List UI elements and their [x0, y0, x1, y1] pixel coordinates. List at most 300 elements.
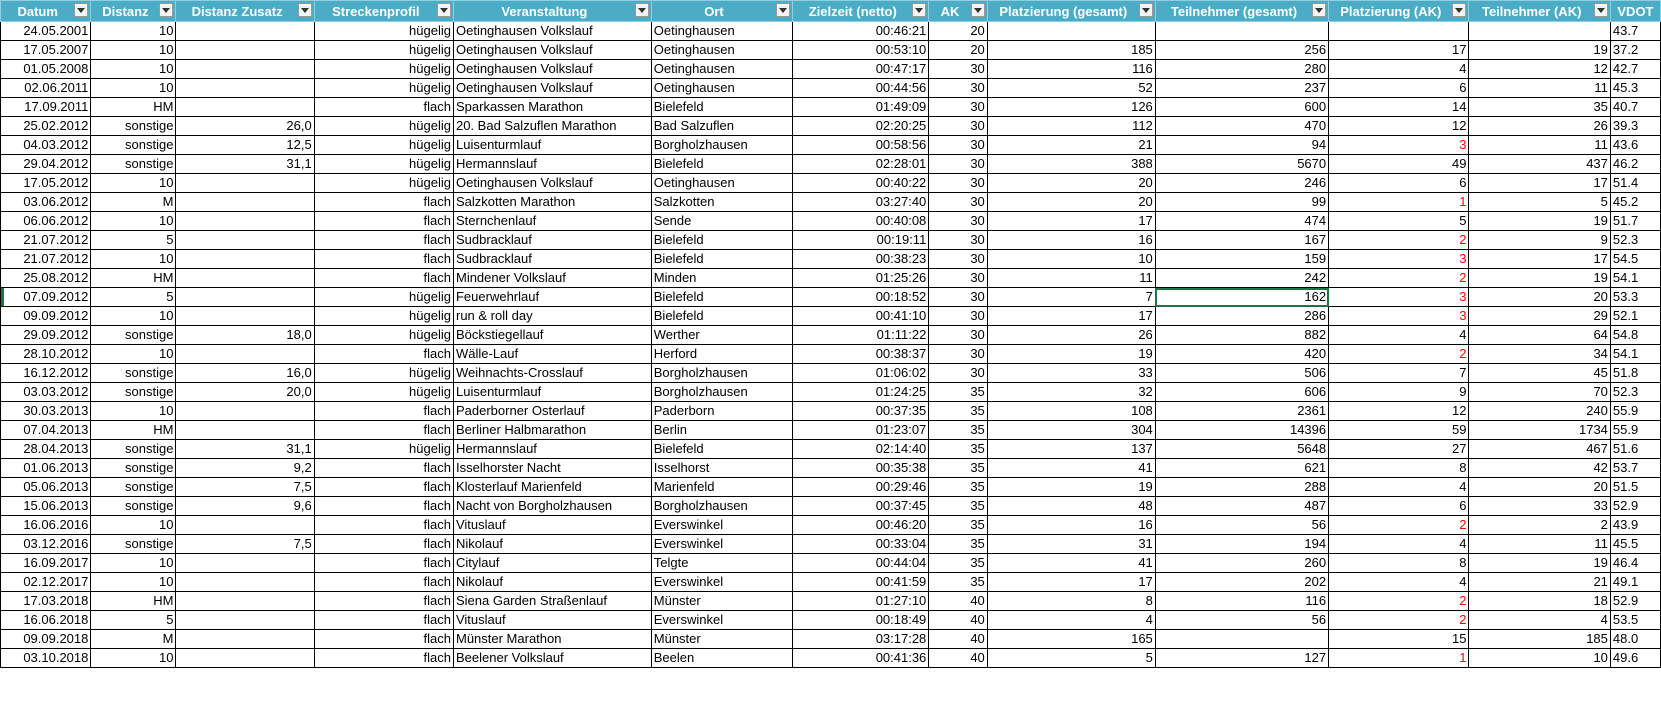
cell-veranstaltung[interactable]: Oetinghausen Volkslauf	[453, 60, 651, 79]
cell-zeit[interactable]: 01:27:10	[793, 592, 929, 611]
cell-ak[interactable]: 30	[929, 364, 987, 383]
cell-tn_ak[interactable]: 45	[1469, 364, 1610, 383]
cell-profil[interactable]: hügelig	[314, 383, 453, 402]
cell-zusatz[interactable]	[176, 174, 314, 193]
cell-veranstaltung[interactable]: Nikolauf	[453, 573, 651, 592]
cell-tn_ak[interactable]: 35	[1469, 98, 1610, 117]
cell-tn_g[interactable]: 99	[1155, 193, 1328, 212]
cell-profil[interactable]: flach	[314, 231, 453, 250]
column-header-datum[interactable]	[1, 1, 91, 22]
cell-tn_g[interactable]: 94	[1155, 136, 1328, 155]
cell-vdot[interactable]: 48.0	[1610, 630, 1660, 649]
cell-vdot[interactable]: 51.6	[1610, 440, 1660, 459]
cell-ak[interactable]: 30	[929, 212, 987, 231]
cell-platz_ak[interactable]: 2	[1329, 231, 1469, 250]
cell-ak[interactable]: 35	[929, 497, 987, 516]
cell-ak[interactable]: 40	[929, 611, 987, 630]
cell-veranstaltung[interactable]: Weihnachts-Crosslauf	[453, 364, 651, 383]
cell-datum[interactable]: 16.06.2018	[1, 611, 91, 630]
cell-zeit[interactable]: 00:41:10	[793, 307, 929, 326]
cell-datum[interactable]: 02.12.2017	[1, 573, 91, 592]
cell-ak[interactable]: 35	[929, 516, 987, 535]
cell-tn_ak[interactable]: 11	[1469, 136, 1610, 155]
cell-veranstaltung[interactable]: Hermannslauf	[453, 440, 651, 459]
column-header-distanz[interactable]	[91, 1, 176, 22]
cell-tn_ak[interactable]: 64	[1469, 326, 1610, 345]
cell-veranstaltung[interactable]: Oetinghausen Volkslauf	[453, 22, 651, 41]
cell-platz_ak[interactable]: 4	[1329, 535, 1469, 554]
cell-vdot[interactable]: 52.9	[1610, 592, 1660, 611]
cell-zeit[interactable]: 00:47:17	[793, 60, 929, 79]
cell-vdot[interactable]: 51.7	[1610, 212, 1660, 231]
cell-platz_g[interactable]: 32	[987, 383, 1155, 402]
cell-datum[interactable]: 21.07.2012	[1, 250, 91, 269]
cell-ort[interactable]: Borgholzhausen	[651, 497, 792, 516]
cell-platz_ak[interactable]: 3	[1329, 288, 1469, 307]
cell-platz_g[interactable]: 304	[987, 421, 1155, 440]
cell-veranstaltung[interactable]: 20. Bad Salzuflen Marathon	[453, 117, 651, 136]
cell-tn_g[interactable]	[1155, 630, 1328, 649]
cell-platz_g[interactable]: 112	[987, 117, 1155, 136]
cell-platz_ak[interactable]: 9	[1329, 383, 1469, 402]
cell-vdot[interactable]: 53.3	[1610, 288, 1660, 307]
cell-ak[interactable]: 30	[929, 288, 987, 307]
cell-datum[interactable]: 28.10.2012	[1, 345, 91, 364]
cell-distanz[interactable]: 5	[91, 231, 176, 250]
cell-platz_ak[interactable]: 12	[1329, 402, 1469, 421]
cell-tn_g[interactable]: 5670	[1155, 155, 1328, 174]
cell-veranstaltung[interactable]: Salzkotten Marathon	[453, 193, 651, 212]
cell-platz_ak[interactable]: 4	[1329, 326, 1469, 345]
cell-platz_ak[interactable]: 1	[1329, 193, 1469, 212]
cell-tn_g[interactable]: 286	[1155, 307, 1328, 326]
cell-ort[interactable]: Münster	[651, 592, 792, 611]
cell-platz_ak[interactable]: 15	[1329, 630, 1469, 649]
cell-distanz[interactable]: sonstige	[91, 136, 176, 155]
cell-tn_ak[interactable]: 18	[1469, 592, 1610, 611]
cell-datum[interactable]: 29.09.2012	[1, 326, 91, 345]
cell-platz_g[interactable]: 16	[987, 516, 1155, 535]
cell-platz_g[interactable]: 20	[987, 174, 1155, 193]
cell-platz_g[interactable]: 4	[987, 611, 1155, 630]
cell-profil[interactable]: hügelig	[314, 79, 453, 98]
cell-veranstaltung[interactable]: Siena Garden Straßenlauf	[453, 592, 651, 611]
cell-datum[interactable]: 16.12.2012	[1, 364, 91, 383]
cell-profil[interactable]: flach	[314, 516, 453, 535]
cell-distanz[interactable]: 10	[91, 573, 176, 592]
cell-platz_g[interactable]: 108	[987, 402, 1155, 421]
cell-datum[interactable]: 02.06.2011	[1, 79, 91, 98]
cell-datum[interactable]: 06.06.2012	[1, 212, 91, 231]
cell-ort[interactable]: Salzkotten	[651, 193, 792, 212]
cell-vdot[interactable]: 46.2	[1610, 155, 1660, 174]
cell-platz_g[interactable]: 19	[987, 345, 1155, 364]
cell-platz_g[interactable]: 19	[987, 478, 1155, 497]
cell-veranstaltung[interactable]: Feuerwehrlauf	[453, 288, 651, 307]
cell-datum[interactable]: 17.09.2011	[1, 98, 91, 117]
cell-platz_ak[interactable]: 7	[1329, 364, 1469, 383]
cell-ak[interactable]: 30	[929, 155, 987, 174]
cell-vdot[interactable]: 45.3	[1610, 79, 1660, 98]
cell-veranstaltung[interactable]: Sparkassen Marathon	[453, 98, 651, 117]
cell-tn_ak[interactable]: 240	[1469, 402, 1610, 421]
cell-vdot[interactable]: 53.7	[1610, 459, 1660, 478]
cell-tn_ak[interactable]: 467	[1469, 440, 1610, 459]
cell-zusatz[interactable]: 26,0	[176, 117, 314, 136]
cell-ak[interactable]: 30	[929, 60, 987, 79]
cell-ort[interactable]: Everswinkel	[651, 573, 792, 592]
cell-zusatz[interactable]: 20,0	[176, 383, 314, 402]
filter-dropdown-icon[interactable]	[437, 3, 451, 17]
cell-ort[interactable]: Paderborn	[651, 402, 792, 421]
cell-tn_ak[interactable]: 10	[1469, 649, 1610, 668]
cell-profil[interactable]: flach	[314, 193, 453, 212]
cell-ak[interactable]: 40	[929, 649, 987, 668]
cell-ort[interactable]: Marienfeld	[651, 478, 792, 497]
cell-tn_g[interactable]: 194	[1155, 535, 1328, 554]
cell-profil[interactable]: flach	[314, 497, 453, 516]
filter-dropdown-icon[interactable]	[635, 3, 649, 17]
cell-ort[interactable]: Bielefeld	[651, 250, 792, 269]
cell-distanz[interactable]: sonstige	[91, 155, 176, 174]
cell-platz_g[interactable]: 17	[987, 212, 1155, 231]
cell-ort[interactable]: Sende	[651, 212, 792, 231]
cell-zeit[interactable]: 00:46:20	[793, 516, 929, 535]
cell-distanz[interactable]: HM	[91, 592, 176, 611]
cell-veranstaltung[interactable]: Citylauf	[453, 554, 651, 573]
cell-distanz[interactable]: 10	[91, 60, 176, 79]
cell-profil[interactable]: flach	[314, 554, 453, 573]
cell-platz_g[interactable]: 16	[987, 231, 1155, 250]
cell-zeit[interactable]: 00:29:46	[793, 478, 929, 497]
cell-ak[interactable]: 30	[929, 117, 987, 136]
filter-dropdown-icon[interactable]	[1312, 3, 1326, 17]
cell-tn_ak[interactable]	[1469, 22, 1610, 41]
cell-distanz[interactable]: 10	[91, 79, 176, 98]
cell-zusatz[interactable]	[176, 573, 314, 592]
filter-dropdown-icon[interactable]	[1452, 3, 1466, 17]
cell-distanz[interactable]: HM	[91, 421, 176, 440]
cell-profil[interactable]: flach	[314, 649, 453, 668]
cell-tn_g[interactable]: 280	[1155, 60, 1328, 79]
cell-profil[interactable]: hügelig	[314, 364, 453, 383]
cell-ak[interactable]: 30	[929, 136, 987, 155]
cell-distanz[interactable]: 10	[91, 250, 176, 269]
cell-profil[interactable]: hügelig	[314, 440, 453, 459]
cell-platz_ak[interactable]: 17	[1329, 41, 1469, 60]
cell-profil[interactable]: hügelig	[314, 41, 453, 60]
cell-zeit[interactable]: 01:23:07	[793, 421, 929, 440]
cell-datum[interactable]: 03.03.2012	[1, 383, 91, 402]
cell-platz_g[interactable]: 48	[987, 497, 1155, 516]
cell-zusatz[interactable]	[176, 630, 314, 649]
cell-profil[interactable]: hügelig	[314, 288, 453, 307]
cell-zusatz[interactable]	[176, 554, 314, 573]
cell-ak[interactable]: 30	[929, 326, 987, 345]
cell-tn_ak[interactable]: 19	[1469, 41, 1610, 60]
cell-platz_ak[interactable]: 2	[1329, 269, 1469, 288]
cell-zeit[interactable]: 00:35:38	[793, 459, 929, 478]
cell-veranstaltung[interactable]: Beelener Volkslauf	[453, 649, 651, 668]
cell-zusatz[interactable]	[176, 212, 314, 231]
cell-tn_g[interactable]: 14396	[1155, 421, 1328, 440]
cell-ort[interactable]: Everswinkel	[651, 611, 792, 630]
cell-profil[interactable]: flach	[314, 592, 453, 611]
cell-zeit[interactable]: 00:44:04	[793, 554, 929, 573]
cell-platz_g[interactable]: 21	[987, 136, 1155, 155]
column-header-ort[interactable]	[651, 1, 792, 22]
column-header-profil[interactable]	[314, 1, 453, 22]
cell-platz_g[interactable]: 8	[987, 592, 1155, 611]
cell-zusatz[interactable]: 9,2	[176, 459, 314, 478]
cell-vdot[interactable]: 46.4	[1610, 554, 1660, 573]
cell-distanz[interactable]: sonstige	[91, 364, 176, 383]
cell-profil[interactable]: hügelig	[314, 307, 453, 326]
cell-veranstaltung[interactable]: Luisenturmlauf	[453, 383, 651, 402]
cell-vdot[interactable]: 51.5	[1610, 478, 1660, 497]
cell-vdot[interactable]: 42.7	[1610, 60, 1660, 79]
cell-zusatz[interactable]	[176, 231, 314, 250]
cell-veranstaltung[interactable]: run & roll day	[453, 307, 651, 326]
cell-veranstaltung[interactable]: Sternchenlauf	[453, 212, 651, 231]
cell-ort[interactable]: Oetinghausen	[651, 41, 792, 60]
cell-profil[interactable]: flach	[314, 611, 453, 630]
cell-distanz[interactable]: 10	[91, 345, 176, 364]
cell-platz_ak[interactable]: 6	[1329, 79, 1469, 98]
cell-ak[interactable]: 35	[929, 440, 987, 459]
cell-ak[interactable]: 30	[929, 174, 987, 193]
cell-zusatz[interactable]	[176, 60, 314, 79]
cell-distanz[interactable]: 10	[91, 174, 176, 193]
cell-tn_ak[interactable]: 20	[1469, 288, 1610, 307]
cell-zeit[interactable]: 00:18:49	[793, 611, 929, 630]
cell-zeit[interactable]: 00:46:21	[793, 22, 929, 41]
cell-platz_g[interactable]: 26	[987, 326, 1155, 345]
cell-zeit[interactable]: 00:38:37	[793, 345, 929, 364]
cell-tn_ak[interactable]: 70	[1469, 383, 1610, 402]
cell-zusatz[interactable]	[176, 649, 314, 668]
cell-zusatz[interactable]	[176, 79, 314, 98]
cell-tn_ak[interactable]: 19	[1469, 269, 1610, 288]
cell-tn_g[interactable]: 167	[1155, 231, 1328, 250]
cell-zusatz[interactable]: 16,0	[176, 364, 314, 383]
cell-ort[interactable]: Oetinghausen	[651, 60, 792, 79]
column-header-ak[interactable]	[929, 1, 987, 22]
cell-tn_g[interactable]: 487	[1155, 497, 1328, 516]
cell-platz_g[interactable]: 31	[987, 535, 1155, 554]
cell-platz_g[interactable]: 5	[987, 649, 1155, 668]
cell-veranstaltung[interactable]: Münster Marathon	[453, 630, 651, 649]
cell-platz_g[interactable]: 33	[987, 364, 1155, 383]
cell-distanz[interactable]: sonstige	[91, 440, 176, 459]
cell-zeit[interactable]: 01:49:09	[793, 98, 929, 117]
column-header-zusatz[interactable]	[176, 1, 314, 22]
cell-vdot[interactable]: 54.1	[1610, 345, 1660, 364]
cell-ort[interactable]: Minden	[651, 269, 792, 288]
cell-veranstaltung[interactable]: Sudbracklauf	[453, 250, 651, 269]
cell-datum[interactable]: 30.03.2013	[1, 402, 91, 421]
cell-profil[interactable]: hügelig	[314, 136, 453, 155]
cell-distanz[interactable]: 10	[91, 22, 176, 41]
cell-distanz[interactable]: HM	[91, 98, 176, 117]
cell-tn_g[interactable]: 606	[1155, 383, 1328, 402]
cell-datum[interactable]: 25.02.2012	[1, 117, 91, 136]
cell-zusatz[interactable]	[176, 193, 314, 212]
filter-dropdown-icon[interactable]	[159, 3, 173, 17]
column-header-platz_g[interactable]	[987, 1, 1155, 22]
filter-dropdown-icon[interactable]	[912, 3, 926, 17]
cell-zeit[interactable]: 01:11:22	[793, 326, 929, 345]
cell-profil[interactable]: flach	[314, 630, 453, 649]
cell-distanz[interactable]: sonstige	[91, 117, 176, 136]
cell-ort[interactable]: Bielefeld	[651, 288, 792, 307]
cell-datum[interactable]: 03.06.2012	[1, 193, 91, 212]
cell-zeit[interactable]: 00:40:08	[793, 212, 929, 231]
cell-platz_ak[interactable]: 5	[1329, 212, 1469, 231]
cell-distanz[interactable]: M	[91, 193, 176, 212]
cell-tn_ak[interactable]: 26	[1469, 117, 1610, 136]
cell-vdot[interactable]: 55.9	[1610, 421, 1660, 440]
cell-veranstaltung[interactable]: Wälle-Lauf	[453, 345, 651, 364]
cell-ak[interactable]: 30	[929, 345, 987, 364]
cell-datum[interactable]: 01.05.2008	[1, 60, 91, 79]
column-header-zeit[interactable]	[793, 1, 929, 22]
cell-tn_ak[interactable]: 21	[1469, 573, 1610, 592]
cell-profil[interactable]: hügelig	[314, 22, 453, 41]
cell-ak[interactable]: 30	[929, 307, 987, 326]
cell-tn_g[interactable]: 127	[1155, 649, 1328, 668]
cell-ak[interactable]: 30	[929, 231, 987, 250]
cell-vdot[interactable]: 45.5	[1610, 535, 1660, 554]
cell-platz_ak[interactable]: 49	[1329, 155, 1469, 174]
cell-platz_g[interactable]: 116	[987, 60, 1155, 79]
cell-platz_g[interactable]: 52	[987, 79, 1155, 98]
cell-ak[interactable]: 35	[929, 535, 987, 554]
cell-ak[interactable]: 35	[929, 554, 987, 573]
cell-zusatz[interactable]	[176, 516, 314, 535]
cell-zeit[interactable]: 00:40:22	[793, 174, 929, 193]
cell-platz_ak[interactable]: 3	[1329, 307, 1469, 326]
cell-platz_ak[interactable]: 2	[1329, 611, 1469, 630]
cell-vdot[interactable]: 51.4	[1610, 174, 1660, 193]
cell-tn_g[interactable]: 242	[1155, 269, 1328, 288]
cell-ort[interactable]: Bad Salzuflen	[651, 117, 792, 136]
cell-datum[interactable]: 04.03.2012	[1, 136, 91, 155]
cell-platz_ak[interactable]: 2	[1329, 516, 1469, 535]
cell-veranstaltung[interactable]: Paderborner Osterlauf	[453, 402, 651, 421]
cell-ak[interactable]: 30	[929, 193, 987, 212]
cell-veranstaltung[interactable]: Böckstiegellauf	[453, 326, 651, 345]
cell-tn_ak[interactable]: 17	[1469, 250, 1610, 269]
cell-ort[interactable]: Berlin	[651, 421, 792, 440]
cell-profil[interactable]: flach	[314, 459, 453, 478]
cell-tn_g[interactable]: 237	[1155, 79, 1328, 98]
cell-zeit[interactable]: 02:14:40	[793, 440, 929, 459]
cell-zeit[interactable]: 00:44:56	[793, 79, 929, 98]
cell-datum[interactable]: 16.09.2017	[1, 554, 91, 573]
cell-tn_ak[interactable]: 11	[1469, 79, 1610, 98]
cell-platz_ak[interactable]: 4	[1329, 478, 1469, 497]
cell-tn_ak[interactable]: 437	[1469, 155, 1610, 174]
cell-tn_g[interactable]: 56	[1155, 516, 1328, 535]
cell-datum[interactable]: 25.08.2012	[1, 269, 91, 288]
cell-ak[interactable]: 35	[929, 402, 987, 421]
cell-profil[interactable]: flach	[314, 345, 453, 364]
cell-vdot[interactable]: 54.1	[1610, 269, 1660, 288]
cell-ort[interactable]: Beelen	[651, 649, 792, 668]
cell-zusatz[interactable]	[176, 307, 314, 326]
cell-distanz[interactable]: HM	[91, 269, 176, 288]
cell-tn_ak[interactable]: 185	[1469, 630, 1610, 649]
cell-veranstaltung[interactable]: Oetinghausen Volkslauf	[453, 174, 651, 193]
cell-ak[interactable]: 30	[929, 79, 987, 98]
cell-zeit[interactable]: 00:18:52	[793, 288, 929, 307]
cell-platz_ak[interactable]: 14	[1329, 98, 1469, 117]
cell-vdot[interactable]: 45.2	[1610, 193, 1660, 212]
cell-distanz[interactable]: sonstige	[91, 478, 176, 497]
cell-tn_ak[interactable]: 11	[1469, 535, 1610, 554]
cell-zeit[interactable]: 01:06:02	[793, 364, 929, 383]
cell-veranstaltung[interactable]: Nacht von Borgholzhausen	[453, 497, 651, 516]
cell-profil[interactable]: flach	[314, 535, 453, 554]
cell-platz_g[interactable]: 41	[987, 459, 1155, 478]
cell-zusatz[interactable]	[176, 402, 314, 421]
cell-datum[interactable]: 17.05.2007	[1, 41, 91, 60]
cell-ort[interactable]: Oetinghausen	[651, 22, 792, 41]
cell-profil[interactable]: hügelig	[314, 60, 453, 79]
cell-tn_ak[interactable]: 1734	[1469, 421, 1610, 440]
cell-platz_g[interactable]: 17	[987, 573, 1155, 592]
column-header-veranstaltung[interactable]	[453, 1, 651, 22]
cell-profil[interactable]: flach	[314, 250, 453, 269]
cell-platz_g[interactable]: 41	[987, 554, 1155, 573]
cell-zeit[interactable]: 02:28:01	[793, 155, 929, 174]
cell-vdot[interactable]: 43.7	[1610, 22, 1660, 41]
cell-veranstaltung[interactable]: Klosterlauf Marienfeld	[453, 478, 651, 497]
cell-zusatz[interactable]	[176, 98, 314, 117]
cell-tn_ak[interactable]: 42	[1469, 459, 1610, 478]
cell-vdot[interactable]: 49.1	[1610, 573, 1660, 592]
cell-vdot[interactable]: 52.3	[1610, 383, 1660, 402]
cell-tn_g[interactable]: 474	[1155, 212, 1328, 231]
cell-veranstaltung[interactable]: Nikolauf	[453, 535, 651, 554]
cell-ort[interactable]: Münster	[651, 630, 792, 649]
cell-tn_ak[interactable]: 20	[1469, 478, 1610, 497]
cell-profil[interactable]: flach	[314, 573, 453, 592]
filter-dropdown-icon[interactable]	[776, 3, 790, 17]
cell-ak[interactable]: 30	[929, 269, 987, 288]
cell-zeit[interactable]: 00:41:36	[793, 649, 929, 668]
cell-vdot[interactable]: 52.3	[1610, 231, 1660, 250]
cell-profil[interactable]: flach	[314, 212, 453, 231]
cell-ort[interactable]: Bielefeld	[651, 98, 792, 117]
cell-datum[interactable]: 15.06.2013	[1, 497, 91, 516]
cell-distanz[interactable]: sonstige	[91, 383, 176, 402]
cell-platz_ak[interactable]: 3	[1329, 136, 1469, 155]
filter-dropdown-icon[interactable]	[74, 3, 88, 17]
cell-tn_g[interactable]: 470	[1155, 117, 1328, 136]
cell-zeit[interactable]: 01:24:25	[793, 383, 929, 402]
cell-distanz[interactable]: sonstige	[91, 459, 176, 478]
cell-profil[interactable]: hügelig	[314, 117, 453, 136]
cell-tn_ak[interactable]: 34	[1469, 345, 1610, 364]
cell-distanz[interactable]: 10	[91, 554, 176, 573]
column-header-platz_ak[interactable]	[1329, 1, 1469, 22]
cell-distanz[interactable]: 10	[91, 516, 176, 535]
cell-profil[interactable]: hügelig	[314, 326, 453, 345]
cell-tn_ak[interactable]: 19	[1469, 554, 1610, 573]
cell-veranstaltung[interactable]: Mindener Volkslauf	[453, 269, 651, 288]
